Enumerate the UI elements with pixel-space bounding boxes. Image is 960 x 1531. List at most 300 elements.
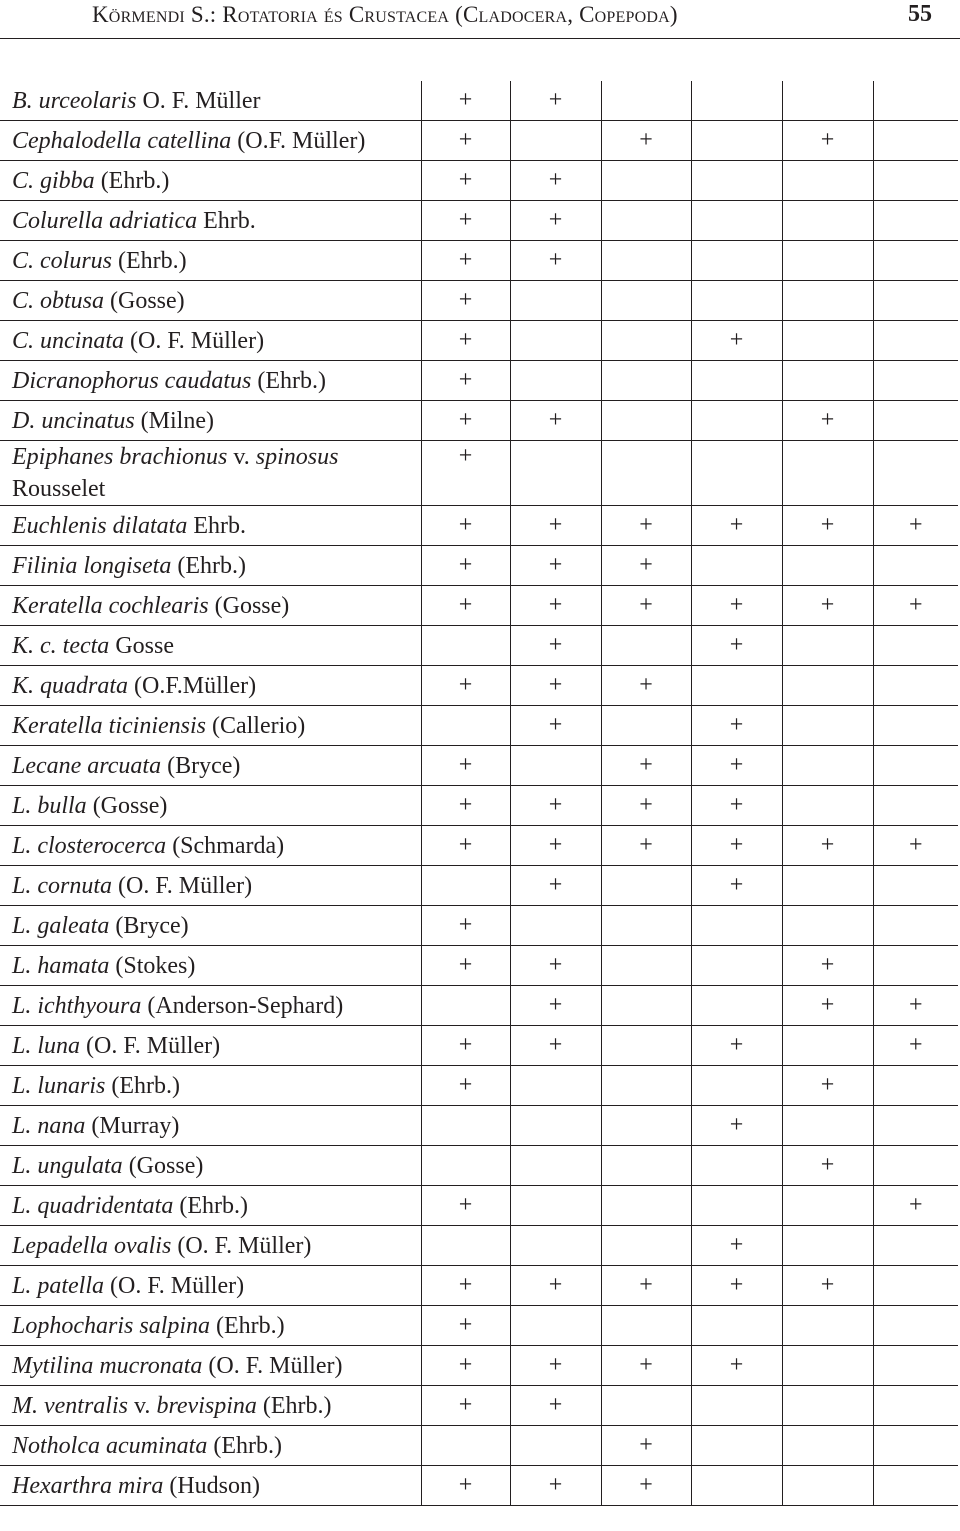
occurrence-mark-cell xyxy=(691,81,782,121)
species-name-cell xyxy=(0,1106,421,1146)
occurrence-mark-cell: + xyxy=(691,866,782,906)
occurrence-mark-cell xyxy=(510,321,601,361)
occurrence-mark-cell xyxy=(691,161,782,201)
occurrence-mark-cell: + xyxy=(873,506,958,546)
occurrence-mark-cell xyxy=(601,1146,691,1186)
species-author-line2: Rousselet xyxy=(12,476,106,502)
occurrence-mark-cell xyxy=(873,1466,958,1506)
occurrence-mark-cell: + xyxy=(421,1386,510,1426)
species-author: (Stokes) xyxy=(109,952,196,979)
occurrence-mark-cell xyxy=(510,1426,601,1466)
species-name-italic: Mytilina mucronata xyxy=(12,1352,203,1379)
running-title xyxy=(92,2,678,28)
species-name-italic: L. bulla xyxy=(12,792,87,819)
occurrence-mark-cell: + xyxy=(691,1106,782,1146)
table-row xyxy=(0,866,958,906)
species-name-italic: L. ichthyoura xyxy=(12,992,142,1019)
species-author: O. F. Müller xyxy=(136,87,261,114)
occurrence-mark-cell xyxy=(510,906,601,946)
occurrence-mark-cell xyxy=(510,281,601,321)
occurrence-mark-cell xyxy=(782,1426,873,1466)
occurrence-mark-cell: + xyxy=(510,161,601,201)
occurrence-mark-cell xyxy=(782,1466,873,1506)
occurrence-mark-cell xyxy=(601,1306,691,1346)
occurrence-mark-cell: + xyxy=(421,586,510,626)
species-author: (O. F. Müller) xyxy=(124,327,265,354)
species-author: (Milne) xyxy=(134,407,214,434)
occurrence-mark-cell: + xyxy=(510,866,601,906)
occurrence-mark-cell xyxy=(601,1106,691,1146)
occurrence-mark-cell xyxy=(782,1106,873,1146)
occurrence-mark-cell: + xyxy=(873,1186,958,1226)
species-author: (Gosse) xyxy=(122,1152,204,1179)
occurrence-mark-cell xyxy=(691,441,782,506)
species-author: Gosse xyxy=(109,632,174,659)
occurrence-mark-cell xyxy=(691,401,782,441)
species-name-cell xyxy=(0,946,421,986)
species-name-italic: Lepadella ovalis xyxy=(12,1232,172,1259)
occurrence-mark-cell xyxy=(421,1226,510,1266)
occurrence-mark-cell: + xyxy=(510,786,601,826)
occurrence-mark-cell xyxy=(873,241,958,281)
occurrence-mark-cell xyxy=(873,746,958,786)
species-name-cell xyxy=(0,441,421,506)
species-name-cell xyxy=(0,161,421,201)
occurrence-mark-cell xyxy=(601,1186,691,1226)
occurrence-mark-cell: + xyxy=(873,986,958,1026)
species-name-italic: L. lunaris xyxy=(12,1072,106,1099)
occurrence-mark-cell xyxy=(510,1226,601,1266)
occurrence-mark-cell xyxy=(601,201,691,241)
table-row xyxy=(0,1226,958,1266)
species-name-cell xyxy=(0,201,421,241)
occurrence-mark-cell: + xyxy=(421,1306,510,1346)
occurrence-mark-cell: + xyxy=(782,506,873,546)
occurrence-mark-cell xyxy=(691,281,782,321)
occurrence-mark-cell xyxy=(782,1186,873,1226)
table-row xyxy=(0,746,958,786)
occurrence-mark-cell: + xyxy=(510,826,601,866)
species-name-cell xyxy=(0,81,421,121)
species-name-cell xyxy=(0,1386,421,1426)
species-author: (Ehrb.) xyxy=(207,1432,282,1459)
occurrence-mark-cell xyxy=(782,441,873,506)
occurrence-mark-cell: + xyxy=(601,1266,691,1306)
occurrence-mark-cell: + xyxy=(421,161,510,201)
occurrence-mark-cell xyxy=(691,546,782,586)
occurrence-mark-cell xyxy=(873,546,958,586)
species-name-italic: L. quadridentata xyxy=(12,1192,174,1219)
occurrence-mark-cell: + xyxy=(510,241,601,281)
occurrence-mark-cell: + xyxy=(510,986,601,1026)
species-author: (Ehrb.) xyxy=(173,1192,248,1219)
occurrence-mark-cell xyxy=(782,906,873,946)
occurrence-mark-cell: + xyxy=(782,401,873,441)
species-name-cell xyxy=(0,626,421,666)
occurrence-mark-cell xyxy=(873,1426,958,1466)
occurrence-mark-cell: + xyxy=(421,946,510,986)
running-title-text: : Rotatoria és Crustacea (Cladocera, Copepoda) xyxy=(209,2,678,27)
occurrence-mark-cell xyxy=(873,201,958,241)
species-name-italic: Euchlenis dilatata xyxy=(12,512,188,539)
species-author: (Ehrb.) xyxy=(210,1312,285,1339)
occurrence-mark-cell xyxy=(421,1146,510,1186)
species-name-italic: L. patella xyxy=(12,1272,105,1299)
table-row xyxy=(0,281,958,321)
table-row xyxy=(0,626,958,666)
species-name-cell xyxy=(0,241,421,281)
occurrence-mark-cell xyxy=(873,401,958,441)
table-row xyxy=(0,506,958,546)
occurrence-mark-cell xyxy=(873,81,958,121)
occurrence-mark-cell: + xyxy=(691,746,782,786)
species-name-italic: L. closterocerca xyxy=(12,832,167,859)
occurrence-mark-cell: + xyxy=(510,666,601,706)
table-row xyxy=(0,1026,958,1066)
occurrence-mark-cell xyxy=(691,1466,782,1506)
occurrence-mark-cell xyxy=(510,1106,601,1146)
species-author: (O. F. Müller) xyxy=(202,1352,343,1379)
species-name-italic: C. obtusa xyxy=(12,287,105,314)
occurrence-mark-cell xyxy=(873,706,958,746)
species-name-cell xyxy=(0,1226,421,1266)
occurrence-mark-cell xyxy=(691,1146,782,1186)
occurrence-mark-cell: + xyxy=(510,506,601,546)
occurrence-mark-cell xyxy=(691,946,782,986)
occurrence-mark-cell xyxy=(691,1306,782,1346)
occurrence-mark-cell xyxy=(691,121,782,161)
occurrence-mark-cell xyxy=(782,786,873,826)
species-name-italic: Keratella cochlearis xyxy=(12,592,209,619)
occurrence-mark-cell: + xyxy=(601,786,691,826)
occurrence-mark-cell xyxy=(873,1306,958,1346)
occurrence-mark-cell xyxy=(510,1146,601,1186)
occurrence-mark-cell xyxy=(782,321,873,361)
table-row xyxy=(0,906,958,946)
occurrence-mark-cell: + xyxy=(782,586,873,626)
species-name-italic: K. c. tecta xyxy=(12,632,110,659)
species-name-italic: M. ventralis xyxy=(12,1392,128,1419)
occurrence-mark-cell: + xyxy=(510,946,601,986)
occurrence-mark-cell xyxy=(691,1186,782,1226)
table-row xyxy=(0,121,958,161)
species-name-cell xyxy=(0,1426,421,1466)
occurrence-mark-cell xyxy=(782,1026,873,1066)
occurrence-mark-cell: + xyxy=(421,321,510,361)
occurrence-mark-cell: + xyxy=(421,201,510,241)
table-row xyxy=(0,361,958,401)
occurrence-mark-cell xyxy=(873,906,958,946)
occurrence-mark-cell xyxy=(601,401,691,441)
table-row xyxy=(0,946,958,986)
occurrence-mark-cell xyxy=(601,626,691,666)
species-author: Ehrb. xyxy=(187,512,246,539)
species-name-italic: C. gibba xyxy=(12,167,95,194)
occurrence-mark-cell xyxy=(782,1226,873,1266)
species-name-italic: Epiphanes brachionus xyxy=(12,444,228,470)
species-occurrence-table xyxy=(0,81,958,1506)
occurrence-mark-cell: + xyxy=(691,786,782,826)
occurrence-mark-cell xyxy=(873,121,958,161)
species-name-cell xyxy=(0,906,421,946)
occurrence-mark-cell: + xyxy=(601,1426,691,1466)
species-name-italic: Colurella adriatica xyxy=(12,207,198,234)
species-author: (Ehrb.) xyxy=(251,367,326,394)
species-name-italic: Filinia longiseta xyxy=(12,552,172,579)
occurrence-mark-cell xyxy=(873,321,958,361)
occurrence-mark-cell: + xyxy=(421,746,510,786)
table-row xyxy=(0,241,958,281)
table-body xyxy=(0,81,958,1506)
species-name-cell xyxy=(0,321,421,361)
species-author: v. xyxy=(127,1392,157,1419)
occurrence-mark-cell: + xyxy=(691,706,782,746)
occurrence-mark-cell xyxy=(873,666,958,706)
occurrence-mark-cell xyxy=(782,241,873,281)
occurrence-mark-cell: + xyxy=(691,1226,782,1266)
occurrence-mark-cell: + xyxy=(782,946,873,986)
occurrence-mark-cell: + xyxy=(691,1266,782,1306)
species-author: (O.F.Müller) xyxy=(128,672,257,699)
occurrence-mark-cell: + xyxy=(510,401,601,441)
species-name-cell xyxy=(0,546,421,586)
occurrence-mark-cell: + xyxy=(782,986,873,1026)
species-name-italic: Cephalodella catellina xyxy=(12,127,232,154)
species-name-cell xyxy=(0,986,421,1026)
table-row xyxy=(0,546,958,586)
table-row xyxy=(0,786,958,826)
occurrence-mark-cell: + xyxy=(873,826,958,866)
occurrence-mark-cell xyxy=(601,441,691,506)
occurrence-mark-cell: + xyxy=(421,786,510,826)
occurrence-mark-cell: + xyxy=(421,826,510,866)
table-row xyxy=(0,321,958,361)
species-name-cell xyxy=(0,1066,421,1106)
occurrence-mark-cell xyxy=(691,361,782,401)
occurrence-mark-cell: + xyxy=(510,1386,601,1426)
species-name-italic: Hexarthra mira xyxy=(12,1472,164,1499)
occurrence-mark-cell xyxy=(601,906,691,946)
species-author: (Ehrb.) xyxy=(105,1072,181,1099)
occurrence-mark-cell xyxy=(782,161,873,201)
species-author: (Hudson) xyxy=(163,1472,260,1499)
table-row xyxy=(0,1346,958,1386)
table-row xyxy=(0,441,958,506)
variety-name-italic: spinosus xyxy=(255,444,339,470)
occurrence-mark-cell: + xyxy=(873,586,958,626)
occurrence-mark-cell xyxy=(873,361,958,401)
occurrence-mark-cell: + xyxy=(510,201,601,241)
occurrence-mark-cell xyxy=(873,626,958,666)
table-row xyxy=(0,81,958,121)
occurrence-mark-cell xyxy=(510,746,601,786)
occurrence-mark-cell xyxy=(510,1186,601,1226)
occurrence-mark-cell: + xyxy=(510,626,601,666)
occurrence-mark-cell: + xyxy=(873,1026,958,1066)
table-row xyxy=(0,666,958,706)
species-name-cell xyxy=(0,666,421,706)
species-name-cell xyxy=(0,1266,421,1306)
species-author: (Ehrb.) xyxy=(112,247,187,274)
species-name-italic: K. quadrata xyxy=(12,672,129,699)
occurrence-mark-cell xyxy=(873,1386,958,1426)
species-name-italic: L. nana xyxy=(12,1112,86,1139)
species-author: (O. F. Müller) xyxy=(112,872,253,899)
species-author: (Anderson-Sephard) xyxy=(141,992,344,1019)
occurrence-mark-cell: + xyxy=(421,81,510,121)
occurrence-mark-cell: + xyxy=(782,1066,873,1106)
species-author: (O. F. Müller) xyxy=(171,1232,312,1259)
occurrence-mark-cell xyxy=(782,201,873,241)
species-name-italic: L. ungulata xyxy=(12,1152,123,1179)
occurrence-mark-cell xyxy=(873,1346,958,1386)
occurrence-mark-cell: + xyxy=(601,1346,691,1386)
occurrence-mark-cell: + xyxy=(421,361,510,401)
species-name-cell xyxy=(0,786,421,826)
occurrence-mark-cell xyxy=(782,546,873,586)
occurrence-mark-cell xyxy=(782,706,873,746)
occurrence-mark-cell: + xyxy=(601,586,691,626)
variety-name-italic: brevispina xyxy=(156,1392,257,1419)
occurrence-mark-cell xyxy=(421,1426,510,1466)
occurrence-mark-cell xyxy=(510,361,601,401)
occurrence-mark-cell xyxy=(782,81,873,121)
species-author: (Callerio) xyxy=(205,712,306,739)
species-author: (Bryce) xyxy=(161,752,241,779)
species-name-cell xyxy=(0,1146,421,1186)
occurrence-mark-cell xyxy=(601,1066,691,1106)
occurrence-mark-cell: + xyxy=(510,706,601,746)
table-row xyxy=(0,201,958,241)
occurrence-mark-cell: + xyxy=(421,281,510,321)
occurrence-mark-cell: + xyxy=(421,906,510,946)
species-name-italic: Dicranophorus caudatus xyxy=(12,367,252,394)
occurrence-mark-cell xyxy=(510,1306,601,1346)
occurrence-mark-cell: + xyxy=(510,81,601,121)
occurrence-mark-cell xyxy=(873,866,958,906)
occurrence-mark-cell: + xyxy=(691,321,782,361)
header-rule xyxy=(0,38,960,39)
occurrence-mark-cell: + xyxy=(691,506,782,546)
occurrence-mark-cell xyxy=(873,281,958,321)
species-name-cell xyxy=(0,866,421,906)
species-name-italic: L. cornuta xyxy=(12,872,113,899)
occurrence-mark-cell xyxy=(510,441,601,506)
occurrence-mark-cell xyxy=(421,866,510,906)
table-row xyxy=(0,1186,958,1226)
species-name-italic: L. luna xyxy=(12,1032,81,1059)
table-row xyxy=(0,1466,958,1506)
table-row xyxy=(0,986,958,1026)
occurrence-mark-cell: + xyxy=(421,1066,510,1106)
occurrence-mark-cell: + xyxy=(601,1466,691,1506)
species-name-cell xyxy=(0,121,421,161)
species-author: (O.F. Müller) xyxy=(231,127,366,154)
occurrence-mark-cell: + xyxy=(691,1346,782,1386)
occurrence-mark-cell xyxy=(601,361,691,401)
variety-author: (Ehrb.) xyxy=(256,1392,332,1419)
species-author: (O. F. Müller) xyxy=(80,1032,221,1059)
occurrence-mark-cell xyxy=(782,1386,873,1426)
table-row xyxy=(0,586,958,626)
occurrence-mark-cell: + xyxy=(510,1466,601,1506)
occurrence-mark-cell xyxy=(691,201,782,241)
occurrence-mark-cell xyxy=(782,1346,873,1386)
species-name-cell xyxy=(0,361,421,401)
species-author: (Gosse) xyxy=(86,792,168,819)
occurrence-mark-cell xyxy=(873,1266,958,1306)
occurrence-mark-cell xyxy=(873,161,958,201)
species-author: (Ehrb.) xyxy=(94,167,170,194)
occurrence-mark-cell: + xyxy=(601,506,691,546)
table-row xyxy=(0,1146,958,1186)
occurrence-mark-cell: + xyxy=(691,586,782,626)
occurrence-mark-cell xyxy=(782,281,873,321)
occurrence-mark-cell: + xyxy=(421,666,510,706)
occurrence-mark-cell xyxy=(873,1106,958,1146)
occurrence-mark-cell: + xyxy=(510,1266,601,1306)
occurrence-mark-cell: + xyxy=(510,1026,601,1066)
species-name-cell xyxy=(0,746,421,786)
table-row xyxy=(0,706,958,746)
species-name-italic: Lecane arcuata xyxy=(12,752,162,779)
occurrence-mark-cell xyxy=(691,666,782,706)
species-name-cell xyxy=(0,826,421,866)
species-name-cell xyxy=(0,281,421,321)
species-author: (O. F. Müller) xyxy=(104,1272,245,1299)
occurrence-mark-cell xyxy=(421,626,510,666)
occurrence-mark-cell xyxy=(873,1066,958,1106)
table-row xyxy=(0,161,958,201)
occurrence-mark-cell xyxy=(601,1226,691,1266)
species-author: (Bryce) xyxy=(109,912,189,939)
species-name-cell xyxy=(0,1026,421,1066)
table-row xyxy=(0,1386,958,1426)
species-name-cell xyxy=(0,401,421,441)
occurrence-mark-cell xyxy=(601,706,691,746)
table-row xyxy=(0,401,958,441)
occurrence-mark-cell xyxy=(601,986,691,1026)
table-row xyxy=(0,826,958,866)
species-name-cell xyxy=(0,586,421,626)
occurrence-mark-cell xyxy=(873,786,958,826)
table-row xyxy=(0,1066,958,1106)
species-name-italic: L. hamata xyxy=(12,952,110,979)
occurrence-mark-cell xyxy=(782,626,873,666)
occurrence-mark-cell xyxy=(873,1226,958,1266)
occurrence-mark-cell: + xyxy=(691,826,782,866)
occurrence-mark-cell: + xyxy=(510,586,601,626)
occurrence-mark-cell xyxy=(510,121,601,161)
occurrence-mark-cell: + xyxy=(782,121,873,161)
occurrence-mark-cell xyxy=(601,866,691,906)
occurrence-mark-cell: + xyxy=(782,826,873,866)
occurrence-mark-cell: + xyxy=(421,1346,510,1386)
table-row xyxy=(0,1426,958,1466)
page-number: 55 xyxy=(908,1,932,27)
occurrence-mark-cell xyxy=(421,706,510,746)
occurrence-mark-cell xyxy=(601,1386,691,1426)
occurrence-mark-cell: + xyxy=(601,121,691,161)
occurrence-mark-cell xyxy=(691,1066,782,1106)
occurrence-mark-cell: + xyxy=(421,1026,510,1066)
occurrence-mark-cell xyxy=(782,361,873,401)
species-name-italic: C. colurus xyxy=(12,247,113,274)
species-name-italic: L. galeata xyxy=(12,912,110,939)
occurrence-mark-cell: + xyxy=(421,241,510,281)
occurrence-mark-cell xyxy=(601,241,691,281)
occurrence-mark-cell: + xyxy=(601,746,691,786)
